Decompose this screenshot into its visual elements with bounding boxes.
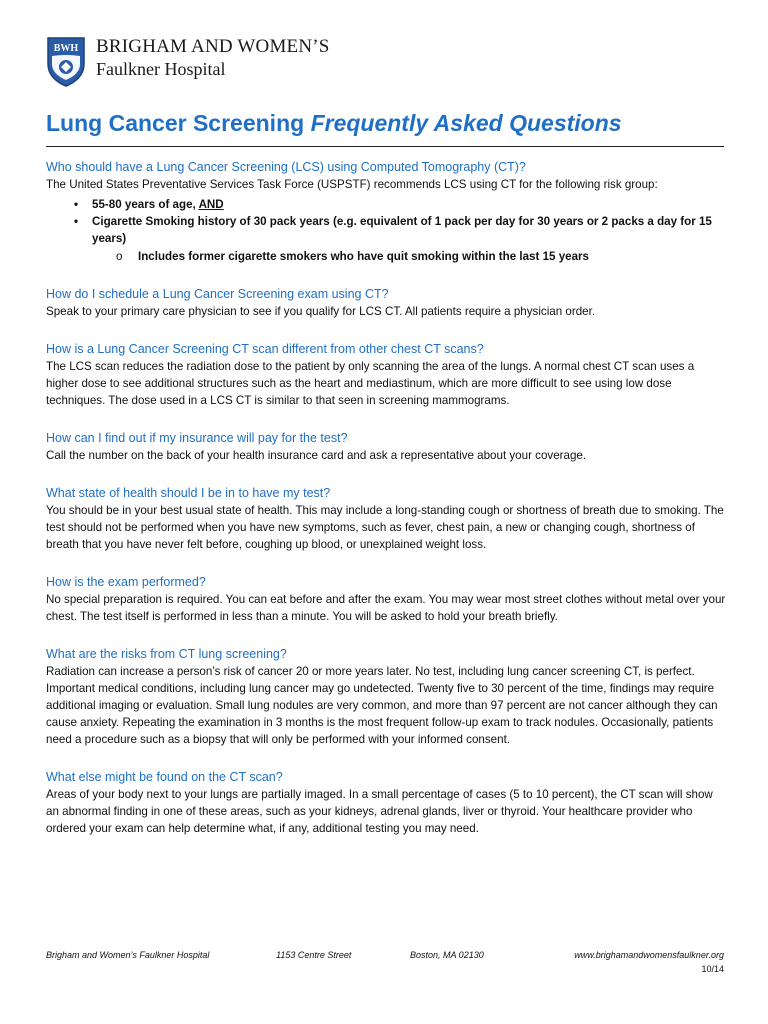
footer-website: www.brighamandwomensfaulkner.org xyxy=(574,950,724,960)
faq-answer-8: Areas of your body next to your lungs are partially imaged. In a small percentage of cases (5 to 10 percent), the CT scan will show an abnormal finding in one of these areas, such as your kidneys, adrenal glands, liver or thyroid. Your healthcare provider who ordered your exam can help determine what, if any, additional testing you may need. xyxy=(46,788,713,835)
faq-answer-5: You should be in your best usual state of health. This may include a long-standing cough or shortness of breath due to smoking. The test should not be performed when you have new symptoms, such as fever, chest pain, a new or changing cough, shortness of breath that you have never felt before, coughing up blood, or unexplained weight loss. xyxy=(46,504,724,551)
faq-content xyxy=(46,159,726,837)
faq-question-1: Who should have a Lung Cancer Screening (LCS) using Computed Tomography (CT)? xyxy=(46,160,526,174)
faq-answer-1: The United States Preventative Services Task Force (USPSTF) recommends LCS using CT for the following risk group: xyxy=(46,178,658,191)
bullet-dot-icon: • xyxy=(74,198,79,211)
footer-hospital: Brigham and Women’s Faulkner Hospital xyxy=(46,950,210,960)
bullet-dot-icon: • xyxy=(74,215,79,228)
footer-address: 1153 Centre Street xyxy=(276,950,352,960)
title-emphasis: Frequently Asked Questions xyxy=(310,110,622,136)
faq-question-5: What state of health should I be in to have my test? xyxy=(46,486,331,500)
faq-question-4: How can I find out if my insurance will pay for the test? xyxy=(46,431,348,445)
circle-bullet-icon: o xyxy=(116,250,123,263)
risk-group-list xyxy=(46,196,726,247)
title-main: Lung Cancer Screening xyxy=(46,110,311,136)
bwh-shield-logo xyxy=(46,36,86,88)
faq-question-2: How do I schedule a Lung Cancer Screening exam using CT? xyxy=(46,287,389,301)
faq-answer-3: The LCS scan reduces the radiation dose to the patient by only scanning the area of the lungs. A normal chest CT scan uses a higher dose to see additional structures such as the heart and mediastinum, which are more difficult to see using low dose techniques. The dose used in a LCS CT is similar to that seen in screening mammograms. xyxy=(46,360,695,407)
faq-answer-2: Speak to your primary care physician to see if you qualify for LCS CT. All patients require a physician order. xyxy=(46,305,596,318)
and-underlined: AND xyxy=(198,198,224,211)
faq-question-7: What are the risks from CT lung screening? xyxy=(46,647,287,661)
footer-city: Boston, MA 02130 xyxy=(410,950,484,960)
logo-text: BWH xyxy=(53,43,79,54)
organization-name xyxy=(96,36,330,80)
faq-question-3: How is a Lung Cancer Screening CT scan different from other chest CT scans? xyxy=(46,342,484,356)
page-title xyxy=(46,107,724,147)
faq-answer-6: No special preparation is required. You can eat before and after the exam. You may wear most street clothes without metal over your chest. The test itself is performed in less than a minute. You will be asked to hold your breath briefly. xyxy=(46,593,726,623)
risk-bullet-age: • 55-80 years of age, AND xyxy=(74,198,224,211)
faq-question-6: How is the exam performed? xyxy=(46,575,206,589)
org-line-2: Faulkner Hospital xyxy=(96,59,226,79)
faq-answer-7: Radiation can increase a person’s risk of cancer 20 or more years later. No test, including lung cancer screening CT, is perfect. Important medical conditions, including lung cancer may go undetected. Twenty five to 30 percent of the time, findings may require additional imaging or evaluation. Small lung nodules are very common, and more than 97 percent are not cancer although they can cause anxiety. Repeating the examination in 3 months is the most frequent follow-up exam to track nodules. Occasionally, patients need a procedure such as a biopsy that will only be performed with your informed consent. xyxy=(46,665,718,746)
faq-question-8: What else might be found on the CT scan? xyxy=(46,770,283,784)
org-line-1: BRIGHAM AND WOMEN’S xyxy=(96,36,330,57)
risk-bullet-smoking: • Cigarette Smoking history of 30 pack years (e.g. equivalent of 1 pack per day for 30 years or 2 packs a day for 15 years) xyxy=(74,215,712,245)
risk-sub-bullet: o Includes former cigarette smokers who have quit smoking within the last 15 years xyxy=(116,250,590,263)
footer-date: 10/14 xyxy=(701,964,724,974)
faq-answer-4: Call the number on the back of your health insurance card and ask a representative about your coverage. xyxy=(46,449,587,462)
